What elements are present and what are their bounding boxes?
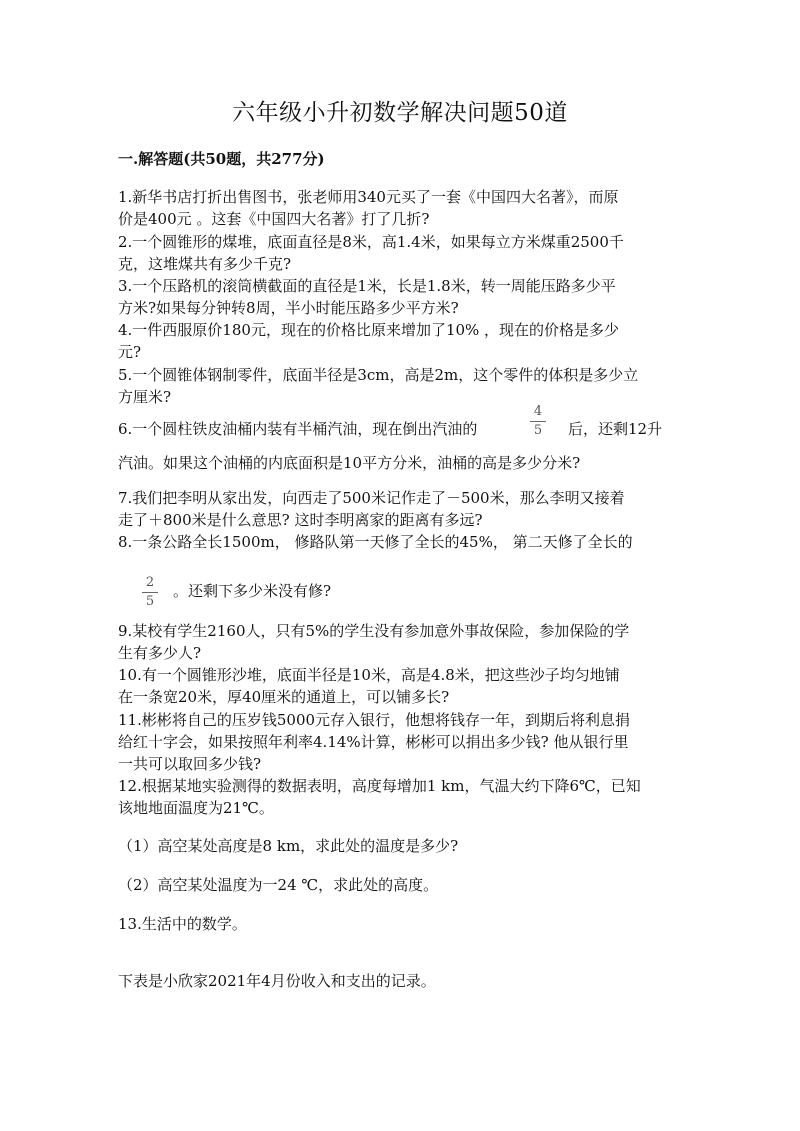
fraction-numerator: 2: [145, 575, 155, 590]
section-heading: 一.解答题(共50题，共277分): [118, 150, 325, 168]
question-6-line-2: 汽油。如果这个油桶的内底面积是10平方分米，油桶的高是多少分米?: [118, 454, 581, 472]
fraction-bar: [530, 421, 546, 422]
question-3-line-2: 方米?如果每分钟转8周，半小时能压路多少平方米?: [118, 299, 459, 317]
question-4-line-1: 4.一件西服原价180元，现在的价格比原来增加了10% ，现在的价格是多少: [118, 321, 620, 339]
fraction-four-fifths: [529, 404, 547, 439]
question-8-line-1: 8.一条公路全长1500m， 修路队第一天修了全长的45%， 第二天修了全长的: [118, 533, 633, 551]
question-4-line-2: 元?: [118, 343, 142, 361]
question-11-line-2: 给红十字会，如果按照年利率4.14%计算，彬彬可以捐出多少钱? 他从银行里: [118, 733, 629, 751]
question-12-sub-1: （1）高空某处高度是8 km，求此处的温度是多少?: [118, 837, 459, 855]
question-5-line-1: 5.一个圆锥体钢制零件，底面半径是3cm，高是2m，这个零件的体积是多少立: [118, 366, 639, 384]
question-11-line-3: 一共可以取回多少钱?: [118, 755, 262, 773]
question-10-line-1: 10.有一个圆锥形沙堆，底面半径是10米，高是4.8米，把这些沙子均匀地铺: [118, 666, 620, 684]
question-6-line-1-post: 后，还剩12升: [568, 420, 663, 438]
question-11-line-1: 11.彬彬将自己的压岁钱5000元存入银行，他想将钱存一年，到期后将利息捐: [118, 711, 631, 729]
question-8-line-2: 。还剩下多少米没有修?: [173, 582, 332, 600]
question-13-line-2: 下表是小欣家2021年4月份收入和支出的记录。: [118, 972, 436, 990]
page-title: 六年级小升初数学解决问题50道: [232, 100, 568, 126]
question-13-line-1: 13.生活中的数学。: [118, 915, 247, 933]
question-1-line-2: 价是400元 。这套《中国四大名著》打了几折?: [118, 210, 430, 228]
fraction-denominator: 5: [533, 423, 543, 438]
question-9-line-2: 生有多少人?: [118, 644, 202, 662]
question-1-line-1: 1.新华书店打折出售图书，张老师用340元买了一套《中国四大名著》，而原: [118, 188, 619, 206]
question-2-line-1: 2.一个圆锥形的煤堆，底面直径是8米，高1.4米，如果每立方米煤重2500千: [118, 233, 624, 251]
question-12-line-2: 该地地面温度为21℃。: [118, 799, 274, 817]
question-12-sub-2: （2）高空某处温度为一24 ℃，求此处的高度。: [118, 876, 439, 894]
question-7-line-2: 走了＋800米是什么意思? 这时李明离家的距离有多远?: [118, 511, 483, 529]
question-7-line-1: 7.我们把李明从家出发，向西走了500米记作走了－500米，那么李明又接着: [118, 489, 625, 507]
fraction-two-fifths: [141, 575, 159, 610]
question-12-line-1: 12.根据某地实验测得的数据表明，高度每增加1 km，气温大约下降6℃，已知: [118, 777, 641, 795]
fraction-bar: [142, 592, 158, 593]
question-5-line-2: 方厘米?: [118, 388, 172, 406]
fraction-denominator: 5: [145, 594, 155, 609]
question-10-line-2: 在一条宽20米，厚40厘米的通道上，可以铺多长?: [118, 688, 450, 706]
question-9-line-1: 9.某校有学生2160人，只有5%的学生没有参加意外事故保险，参加保险的学: [118, 622, 630, 640]
fraction-numerator: 4: [533, 404, 543, 419]
question-3-line-1: 3.一个压路机的滚筒横截面的直径是1米，长是1.8米，转一周能压路多少平: [118, 277, 616, 295]
question-6-line-1-pre: 6.一个圆柱铁皮油桶内装有半桶汽油，现在倒出汽油的: [118, 420, 478, 438]
question-2-line-2: 克，这堆煤共有多少千克?: [118, 255, 292, 273]
